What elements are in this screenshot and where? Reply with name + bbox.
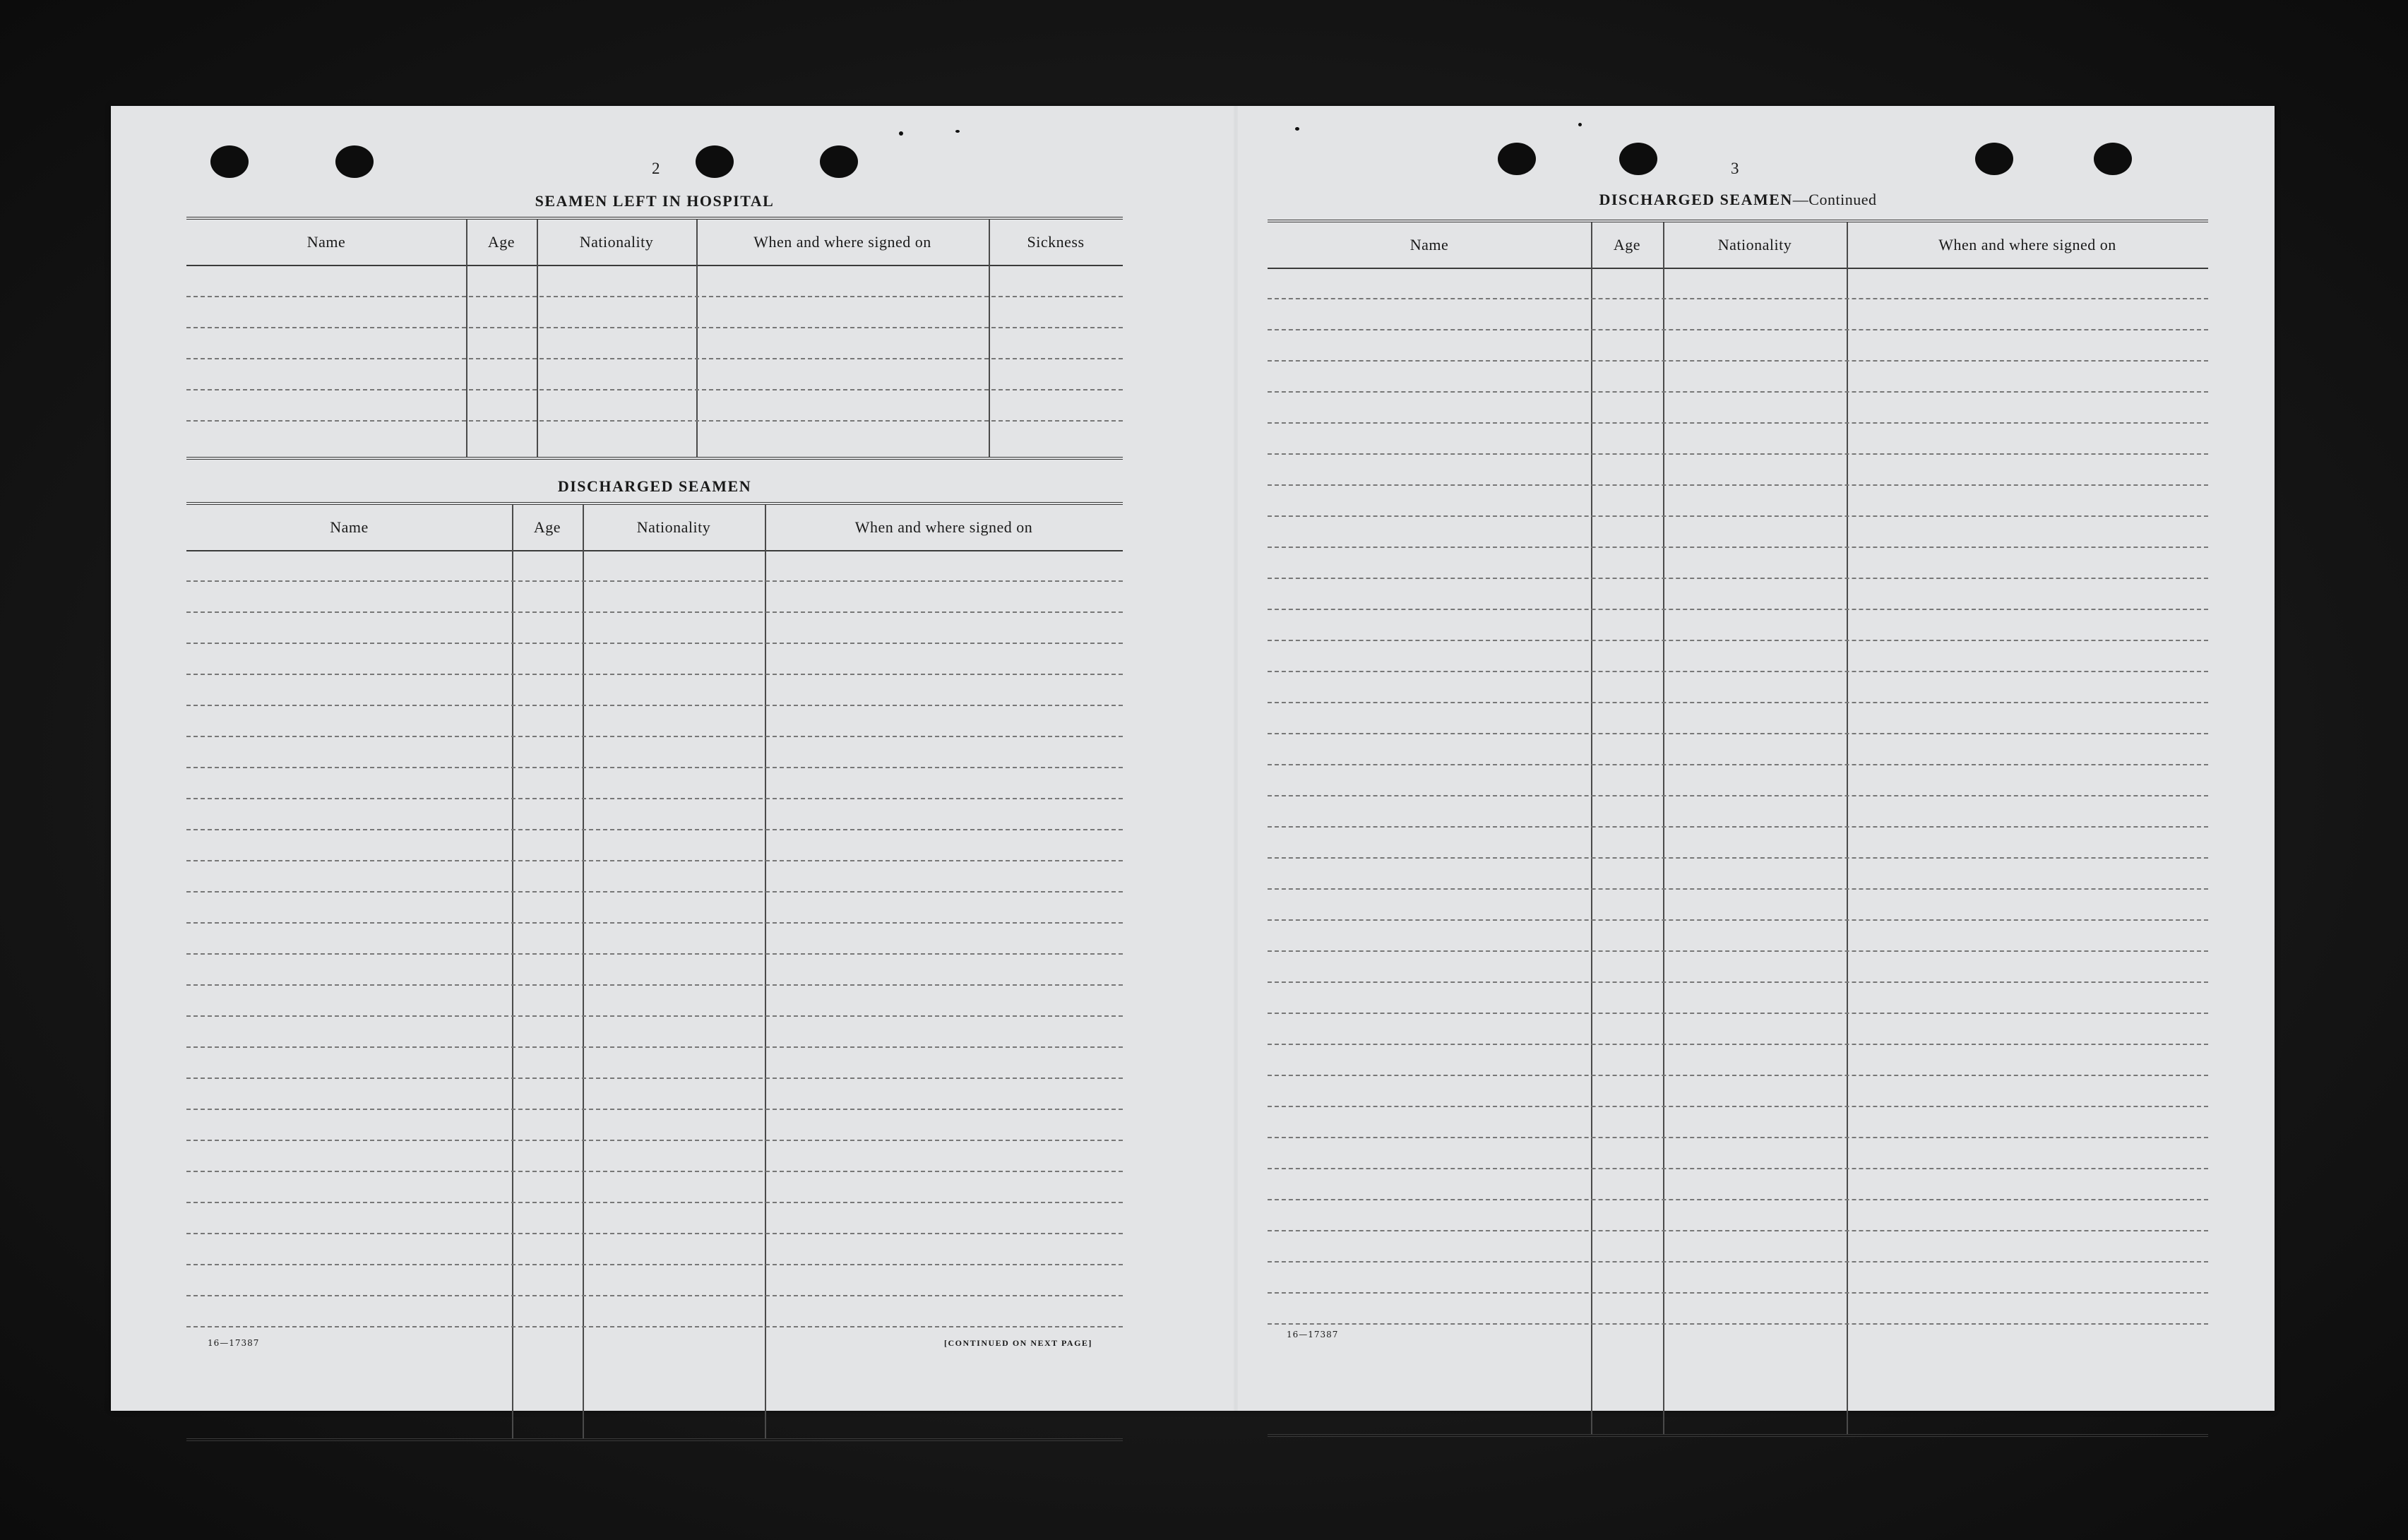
entry-row bbox=[1268, 888, 2208, 890]
entry-row bbox=[1268, 640, 2208, 641]
entry-row bbox=[186, 643, 1123, 644]
entry-row bbox=[1268, 360, 2208, 362]
entry-row bbox=[1268, 1106, 2208, 1107]
discharged-continued-header bbox=[1268, 222, 2208, 269]
header-nationality: Nationality bbox=[636, 518, 711, 536]
entry-row bbox=[1268, 1013, 2208, 1014]
entry-row bbox=[1268, 1230, 2208, 1231]
entry-row bbox=[1268, 671, 2208, 672]
entry-row bbox=[186, 611, 1123, 613]
entry-row bbox=[1268, 391, 2208, 393]
entry-row bbox=[1268, 578, 2208, 579]
hospital-table-header bbox=[186, 220, 1123, 266]
binder-hole bbox=[820, 145, 858, 178]
entry-row bbox=[186, 420, 1123, 422]
entry-row bbox=[1268, 795, 2208, 796]
ledger-spread bbox=[111, 106, 2275, 1411]
discharged-continued-table bbox=[1268, 220, 2208, 1437]
header-age: Age bbox=[533, 518, 561, 536]
entry-row bbox=[186, 860, 1123, 861]
header-name: Name bbox=[330, 518, 369, 536]
entry-row bbox=[1268, 1168, 2208, 1169]
entry-row bbox=[1268, 919, 2208, 921]
entry-row bbox=[1268, 764, 2208, 765]
binder-hole bbox=[1619, 143, 1657, 175]
entry-row bbox=[186, 1202, 1123, 1203]
binder-hole bbox=[335, 145, 374, 178]
page-number-left: 2 bbox=[652, 160, 661, 177]
discharged-rows bbox=[186, 550, 1123, 1438]
entry-row bbox=[186, 296, 1123, 297]
binder-hole bbox=[1498, 143, 1536, 175]
entry-row bbox=[186, 580, 1123, 582]
entry-row bbox=[186, 829, 1123, 830]
entry-row bbox=[1268, 1323, 2208, 1325]
entry-row bbox=[186, 767, 1123, 768]
continued-suffix: —Continued bbox=[1792, 191, 1877, 208]
binder-hole bbox=[696, 145, 734, 178]
header-nationality: Nationality bbox=[579, 233, 654, 251]
entry-row bbox=[1268, 981, 2208, 983]
entry-row bbox=[186, 1171, 1123, 1172]
header-name: Name bbox=[1409, 236, 1449, 253]
page-number-right: 3 bbox=[1731, 160, 1740, 177]
header-signed-on: When and where signed on bbox=[854, 518, 1033, 536]
header-age: Age bbox=[487, 233, 515, 251]
discharged-continued-title bbox=[1268, 191, 2208, 209]
entry-row bbox=[1268, 298, 2208, 299]
entry-row bbox=[1268, 547, 2208, 548]
entry-row bbox=[1268, 950, 2208, 952]
entry-row bbox=[186, 1046, 1123, 1048]
entry-row bbox=[1268, 484, 2208, 486]
entry-row bbox=[1268, 826, 2208, 828]
entry-row bbox=[186, 705, 1123, 706]
discharged-continued-title-main: DISCHARGED SEAMEN bbox=[1599, 191, 1793, 208]
entry-row bbox=[186, 389, 1123, 390]
header-signed-on: When and where signed on bbox=[1938, 236, 2116, 253]
entry-row bbox=[186, 1326, 1123, 1327]
discharged-section-title: DISCHARGED SEAMEN bbox=[557, 477, 752, 495]
discharged-table bbox=[186, 502, 1123, 1441]
binder-hole bbox=[1975, 143, 2013, 175]
entry-row bbox=[186, 1078, 1123, 1079]
entry-row bbox=[186, 1015, 1123, 1017]
ink-speck bbox=[955, 130, 960, 133]
entry-row bbox=[1268, 1044, 2208, 1045]
header-age: Age bbox=[1613, 236, 1641, 253]
entry-row bbox=[1268, 1292, 2208, 1294]
entry-row bbox=[186, 1295, 1123, 1296]
ink-speck bbox=[899, 131, 903, 136]
ink-speck bbox=[1295, 127, 1299, 131]
entry-row bbox=[1268, 702, 2208, 703]
entry-row bbox=[1268, 329, 2208, 330]
entry-row bbox=[186, 984, 1123, 986]
entry-row bbox=[1268, 453, 2208, 455]
entry-row bbox=[186, 358, 1123, 359]
ink-speck bbox=[1578, 123, 1582, 126]
entry-row bbox=[1268, 515, 2208, 517]
entry-row bbox=[1268, 733, 2208, 734]
entry-row bbox=[186, 1264, 1123, 1265]
entry-row bbox=[186, 798, 1123, 799]
entry-row bbox=[1268, 1261, 2208, 1263]
binder-hole bbox=[2094, 143, 2132, 175]
header-signed-on: When and where signed on bbox=[753, 233, 931, 251]
entry-row bbox=[186, 674, 1123, 675]
binder-hole bbox=[210, 145, 249, 178]
entry-row bbox=[1268, 1075, 2208, 1076]
hospital-section-title: SEAMEN LEFT IN HOSPITAL bbox=[535, 192, 775, 210]
entry-row bbox=[186, 1233, 1123, 1234]
entry-row bbox=[1268, 422, 2208, 424]
discharged-continued-rows bbox=[1268, 268, 2208, 1434]
entry-row bbox=[186, 1140, 1123, 1141]
header-nationality: Nationality bbox=[1717, 236, 1792, 253]
page-gutter bbox=[1234, 106, 1238, 1411]
form-code-left: 16—17387 bbox=[208, 1338, 260, 1348]
entry-row bbox=[1268, 609, 2208, 610]
header-sickness: Sickness bbox=[1027, 233, 1085, 251]
entry-row bbox=[186, 891, 1123, 893]
form-code-right: 16—17387 bbox=[1287, 1330, 1339, 1339]
entry-row bbox=[186, 327, 1123, 328]
hospital-table bbox=[186, 217, 1123, 460]
entry-row bbox=[186, 736, 1123, 737]
entry-row bbox=[1268, 857, 2208, 859]
entry-row bbox=[186, 1109, 1123, 1110]
entry-row bbox=[186, 953, 1123, 955]
header-name: Name bbox=[306, 233, 346, 251]
entry-row bbox=[186, 922, 1123, 924]
continued-note: [CONTINUED ON NEXT PAGE] bbox=[944, 1338, 1092, 1348]
entry-row bbox=[1268, 1199, 2208, 1200]
entry-row bbox=[1268, 1137, 2208, 1138]
discharged-table-header bbox=[186, 505, 1123, 551]
